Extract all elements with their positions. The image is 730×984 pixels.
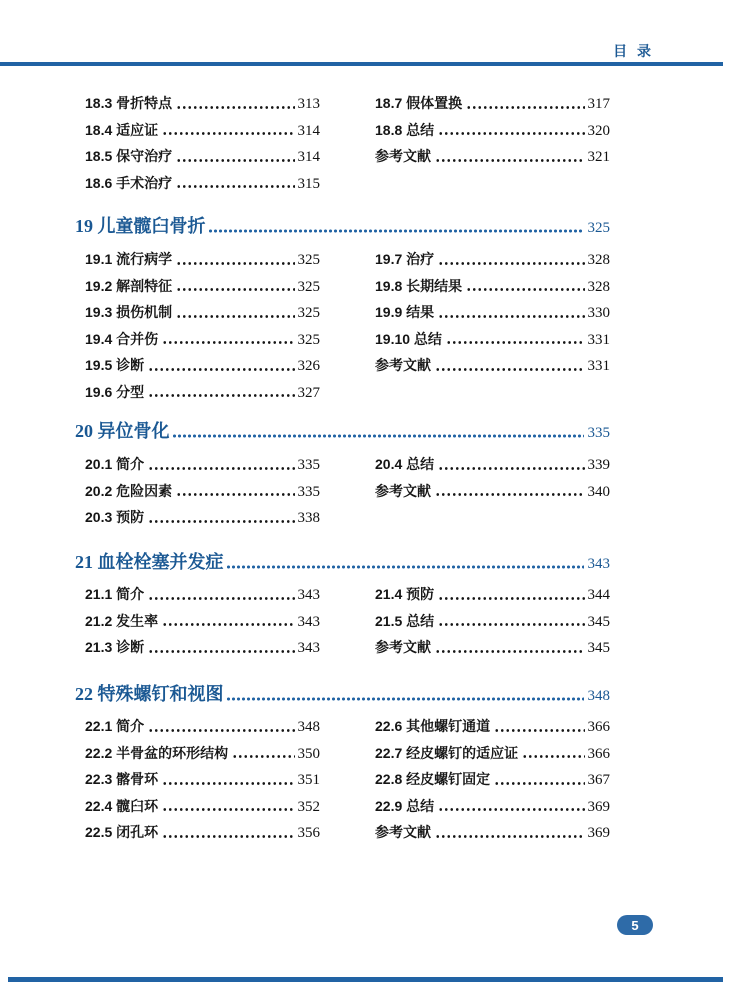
dot-leader xyxy=(438,808,584,811)
toc-entry xyxy=(375,478,610,505)
toc-entry-page: 330 xyxy=(587,305,610,321)
dot-leader xyxy=(438,467,584,470)
toc-entry xyxy=(375,246,610,273)
toc-entry-page: 350 xyxy=(297,745,320,762)
toc-entry-label: 18.3 骨折特点 xyxy=(85,95,173,111)
toc-entry-label: 18.8 总结 xyxy=(375,121,435,138)
toc-entry xyxy=(375,634,610,661)
toc-entry-page: 325 xyxy=(297,305,320,321)
toc-entry-label: 20.1 简介 xyxy=(85,456,145,472)
toc-entry-page: 345 xyxy=(587,613,610,630)
dot-leader xyxy=(176,262,294,265)
dot-leader xyxy=(148,650,294,653)
dot-leader xyxy=(435,650,585,653)
toc-entry xyxy=(85,713,320,740)
toc-entry xyxy=(375,451,610,478)
toc-entry-page: 369 xyxy=(587,798,610,815)
toc-entry xyxy=(375,713,610,740)
toc-entry-page: 352 xyxy=(297,798,320,815)
toc-entry-label: 19.10 总结 xyxy=(375,330,442,347)
toc-entry-page: 325 xyxy=(297,331,320,348)
dot-leader xyxy=(176,493,294,496)
toc-entry-label: 21.5 总结 xyxy=(375,612,435,629)
toc-entry-label: 参考文献 xyxy=(375,148,431,164)
toc-entry-page: 345 xyxy=(587,640,610,656)
toc-entry-label: 20.2 危险因素 xyxy=(85,482,173,499)
dot-leader xyxy=(162,132,294,135)
chapter-page: 325 xyxy=(587,220,610,236)
section-20-left-column xyxy=(85,451,320,531)
toc-entry xyxy=(375,352,610,379)
toc-entry-page: 369 xyxy=(587,825,610,841)
dot-leader xyxy=(494,729,584,732)
toc-entry-page: 351 xyxy=(297,772,320,788)
dot-leader xyxy=(176,106,294,109)
toc-entry-label: 21.3 诊断 xyxy=(85,639,145,655)
toc-entry xyxy=(375,740,610,767)
toc-entry-page: 331 xyxy=(587,358,610,374)
dot-leader xyxy=(176,185,294,188)
section-22-left-column xyxy=(85,713,320,846)
toc-entry xyxy=(85,504,320,531)
chapter-page: 348 xyxy=(587,688,610,704)
dot-leader xyxy=(162,623,294,626)
dot-leader xyxy=(226,697,584,701)
dot-leader xyxy=(148,467,294,470)
toc-entry xyxy=(85,170,320,197)
footer-rule xyxy=(8,977,723,982)
toc-entry-page: 314 xyxy=(297,149,320,165)
section-18-left-column xyxy=(85,90,320,196)
dot-leader xyxy=(148,520,294,523)
toc-entry-page: 314 xyxy=(297,122,320,139)
toc-entry-label: 19.7 治疗 xyxy=(375,251,435,267)
toc-entry-label: 22.2 半骨盆的环形结构 xyxy=(85,744,229,761)
toc-entry-label: 参考文献 xyxy=(375,357,431,373)
header-rule xyxy=(0,62,723,66)
section-20-right-column xyxy=(375,451,610,531)
chapter-page: 343 xyxy=(587,556,610,572)
toc-entry xyxy=(375,326,610,353)
dot-leader xyxy=(232,755,294,758)
dot-leader xyxy=(435,835,585,838)
toc-entry-label: 19.2 解剖特征 xyxy=(85,277,173,294)
toc-entry-page: 348 xyxy=(297,719,320,735)
toc-entry-page: 343 xyxy=(297,587,320,603)
toc-entry xyxy=(85,117,320,144)
toc-entry-page: 327 xyxy=(297,384,320,401)
toc-entry-label: 19.3 损伤机制 xyxy=(85,304,173,320)
toc-entry-label: 19.9 结果 xyxy=(375,304,435,320)
toc-entry-page: 366 xyxy=(587,719,610,735)
toc-entry-page: 325 xyxy=(297,278,320,295)
section-21 xyxy=(85,581,610,661)
toc-entry xyxy=(85,352,320,379)
dot-leader xyxy=(438,315,584,318)
dot-leader xyxy=(148,368,294,371)
toc-entry xyxy=(85,246,320,273)
toc-entry xyxy=(375,608,610,635)
toc-entry-label: 18.7 假体置换 xyxy=(375,95,463,111)
dot-leader xyxy=(438,623,584,626)
toc-entry xyxy=(375,819,610,846)
dot-leader xyxy=(208,229,584,233)
dot-leader xyxy=(438,262,584,265)
dot-leader xyxy=(148,597,294,600)
section-18-right-column xyxy=(375,90,610,196)
toc-entry-label: 18.5 保守治疗 xyxy=(85,148,173,164)
toc-entry xyxy=(85,451,320,478)
toc-entry-label: 20.3 预防 xyxy=(85,509,145,525)
toc-entry-label: 21.2 发生率 xyxy=(85,612,159,629)
dot-leader xyxy=(148,729,294,732)
toc-entry-label: 22.7 经皮螺钉的适应证 xyxy=(375,744,519,761)
chapter-heading-21 xyxy=(75,547,610,577)
toc-entry-page: 328 xyxy=(587,252,610,268)
toc-entry-page: 367 xyxy=(587,772,610,788)
chapter-title: 22 特殊螺钉和视图 xyxy=(75,684,224,704)
chapter-title: 20 异位骨化 xyxy=(75,421,170,441)
section-19 xyxy=(85,246,610,405)
toc-entry xyxy=(85,581,320,608)
dot-leader xyxy=(494,782,584,785)
dot-leader xyxy=(438,597,584,600)
chapter-title: 19 儿童髋臼骨折 xyxy=(75,216,206,236)
section-22 xyxy=(85,713,610,846)
toc-entry xyxy=(375,143,610,170)
chapter-heading-22 xyxy=(75,679,610,709)
chapter-heading-19 xyxy=(75,211,610,241)
toc-entry-label: 参考文献 xyxy=(375,639,431,655)
toc-entry-label: 22.3 髂骨环 xyxy=(85,771,159,787)
toc-entry xyxy=(85,793,320,820)
toc-entry-label: 18.4 适应证 xyxy=(85,121,159,138)
toc-entry-label: 18.6 手术治疗 xyxy=(85,174,173,191)
toc-entry xyxy=(375,273,610,300)
toc-entry-page: 343 xyxy=(297,613,320,630)
dot-leader xyxy=(172,434,584,438)
chapter-heading-20 xyxy=(75,416,610,446)
toc-entry-label: 参考文献 xyxy=(375,824,431,840)
section-20 xyxy=(85,451,610,531)
toc-entry-page: 313 xyxy=(297,96,320,112)
toc-entry-label: 22.9 总结 xyxy=(375,797,435,814)
toc-entry xyxy=(375,299,610,326)
section-18 xyxy=(85,90,610,196)
toc-entry-label: 22.6 其他螺钉通道 xyxy=(375,718,491,734)
dot-leader xyxy=(435,368,585,371)
toc-entry-label: 参考文献 xyxy=(375,482,431,499)
dot-leader xyxy=(176,288,294,291)
toc-entry-page: 320 xyxy=(587,122,610,139)
toc-entry-label: 19.5 诊断 xyxy=(85,357,145,373)
dot-leader xyxy=(176,159,294,162)
toc-entry-label: 20.4 总结 xyxy=(375,456,435,472)
toc-entry-page: 339 xyxy=(587,457,610,473)
dot-leader xyxy=(176,315,294,318)
dot-leader xyxy=(226,565,584,569)
toc-entry xyxy=(375,90,610,117)
section-21-left-column xyxy=(85,581,320,661)
dot-leader xyxy=(148,394,294,397)
dot-leader xyxy=(466,288,584,291)
dot-leader xyxy=(162,835,294,838)
dot-leader xyxy=(162,808,294,811)
toc-entry-page: 331 xyxy=(587,331,610,348)
toc-entry-page: 356 xyxy=(297,825,320,841)
toc-entry-page: 338 xyxy=(297,510,320,526)
toc-entry xyxy=(85,379,320,406)
dot-leader xyxy=(466,106,584,109)
toc-entry-page: 340 xyxy=(587,483,610,500)
page-number-badge: 5 xyxy=(617,915,653,935)
dot-leader xyxy=(446,341,585,344)
toc-entry xyxy=(375,793,610,820)
toc-entry-page: 335 xyxy=(297,457,320,473)
page-header-title: 目 录 xyxy=(613,43,654,59)
toc-entry xyxy=(85,766,320,793)
toc-entry-page: 366 xyxy=(587,745,610,762)
section-19-right-column xyxy=(375,246,610,405)
toc-entry-label: 19.4 合并伤 xyxy=(85,330,159,347)
toc-entry xyxy=(85,740,320,767)
toc-entry-page: 325 xyxy=(297,252,320,268)
toc-entry-page: 315 xyxy=(297,175,320,192)
toc-entry xyxy=(85,90,320,117)
toc-entry-page: 326 xyxy=(297,358,320,374)
toc-entry-page: 344 xyxy=(587,587,610,603)
chapter-title: 21 血栓栓塞并发症 xyxy=(75,552,224,572)
dot-leader xyxy=(435,159,585,162)
toc-entry xyxy=(375,766,610,793)
toc-entry-label: 22.4 髋臼环 xyxy=(85,797,159,814)
toc-entry xyxy=(85,143,320,170)
toc-entry xyxy=(85,326,320,353)
toc-entry-label: 22.5 闭孔环 xyxy=(85,824,159,840)
dot-leader xyxy=(438,132,584,135)
toc-entry-label: 22.8 经皮螺钉固定 xyxy=(375,771,491,787)
dot-leader xyxy=(522,755,584,758)
section-19-left-column xyxy=(85,246,320,405)
chapter-page: 335 xyxy=(587,425,610,441)
toc-entry-page: 343 xyxy=(297,640,320,656)
dot-leader xyxy=(162,341,294,344)
section-21-right-column xyxy=(375,581,610,661)
toc-entry-page: 328 xyxy=(587,278,610,295)
toc-entry-label: 19.1 流行病学 xyxy=(85,251,173,267)
toc-entry-label: 19.6 分型 xyxy=(85,383,145,400)
toc-entry-page: 321 xyxy=(587,149,610,165)
toc-entry xyxy=(375,117,610,144)
toc-entry-page: 317 xyxy=(587,96,610,112)
toc-entry xyxy=(85,299,320,326)
toc-entry-label: 21.4 预防 xyxy=(375,586,435,602)
toc-entry xyxy=(85,273,320,300)
toc-entry xyxy=(85,608,320,635)
dot-leader xyxy=(435,493,585,496)
toc-entry-label: 21.1 简介 xyxy=(85,586,145,602)
dot-leader xyxy=(162,782,294,785)
toc-entry xyxy=(375,581,610,608)
toc-entry-page: 335 xyxy=(297,483,320,500)
section-22-right-column xyxy=(375,713,610,846)
toc-entry xyxy=(85,819,320,846)
toc-entry xyxy=(85,634,320,661)
toc-entry-label: 22.1 简介 xyxy=(85,718,145,734)
toc-entry-label: 19.8 长期结果 xyxy=(375,277,463,294)
toc-entry xyxy=(85,478,320,505)
